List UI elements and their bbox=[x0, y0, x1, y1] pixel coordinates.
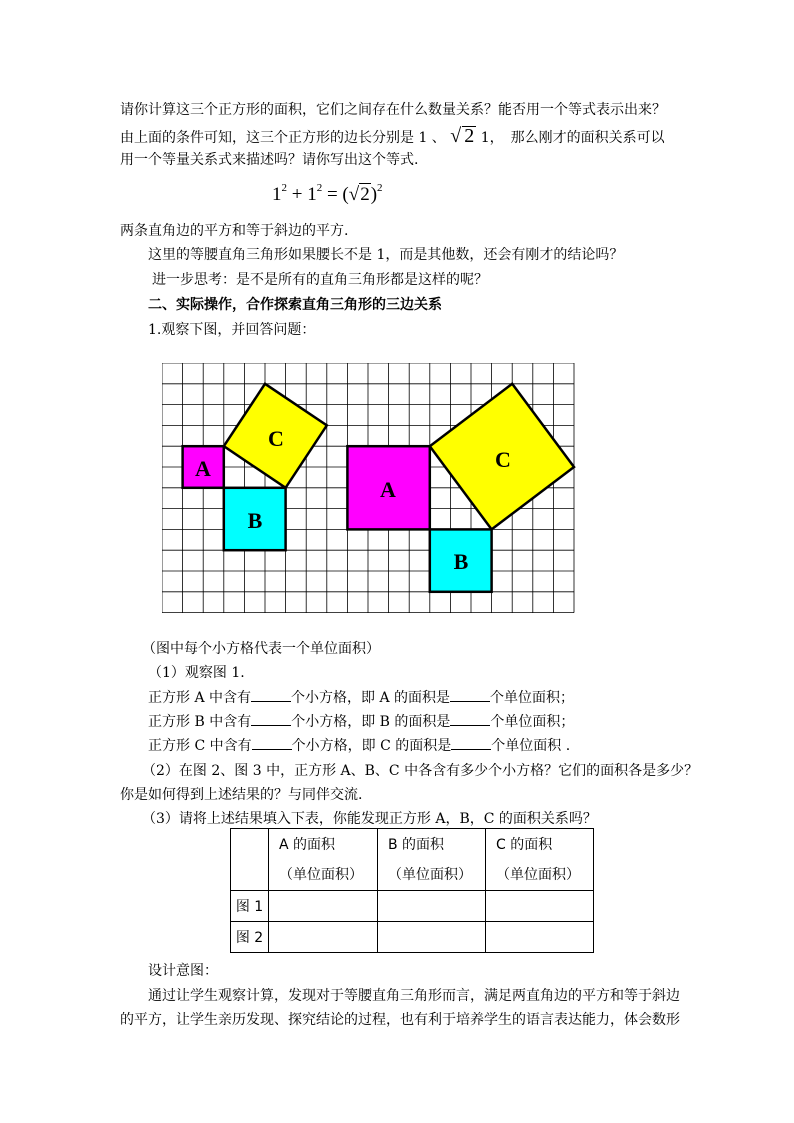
question-2b: 你是如何得到上述结果的？与同伴交流. bbox=[120, 787, 363, 803]
header-a-line1: A 的面积 bbox=[279, 836, 336, 853]
header-c-line2: （单位面积） bbox=[496, 866, 580, 883]
section-heading-2: 二、实际操作，合作探索直角三角形的三边关系 bbox=[148, 297, 442, 313]
square-b-area-blank[interactable] bbox=[450, 713, 490, 726]
table-cell[interactable] bbox=[486, 922, 594, 953]
square-c-area-blank[interactable] bbox=[451, 737, 491, 750]
question-2a: （2）在图 2、图 3 中，正方形 A、B、C 中各含有多少个小方格？它们的面积各是多少？ bbox=[142, 763, 699, 779]
table-header-c bbox=[486, 829, 594, 891]
paragraph-2-post: 1， 那么刚才的面积关系可以 bbox=[480, 130, 665, 146]
square-b-pre: 正方形 B 中含有 bbox=[148, 714, 252, 730]
fig2-label-c: C bbox=[495, 447, 511, 472]
formula-exp-2: 2 bbox=[316, 182, 323, 194]
square-c-mid: 个小方格，即 C 的面积是 bbox=[291, 738, 452, 754]
question-1: 1.观察下图，并回答问题： bbox=[148, 322, 316, 338]
square-a-count-blank[interactable] bbox=[251, 689, 291, 702]
square-a-area-blank[interactable] bbox=[450, 689, 490, 702]
fig2-label-b: B bbox=[453, 549, 469, 574]
table-header-a bbox=[269, 829, 378, 891]
header-a-line2: （单位面积） bbox=[279, 866, 363, 883]
table-cell[interactable] bbox=[378, 922, 486, 953]
formula-exp-1: 2 bbox=[281, 182, 287, 194]
paragraph-3: 用一个等量关系式来描述吗？请你写出这个等式. bbox=[120, 152, 419, 168]
pythagoras-formula: $1^2 + 1^2 = (√2)^2$ bbox=[272, 182, 383, 205]
square-b-count-blank[interactable] bbox=[251, 713, 291, 726]
figure-caption: （图中每个小方格代表一个单位面积） bbox=[142, 641, 380, 657]
observe-1: （1）观察图 1. bbox=[148, 665, 245, 681]
formula-radicand: 2 bbox=[360, 184, 370, 205]
paragraph-4: 两条直角边的平方和等于斜边的平方. bbox=[120, 223, 349, 239]
table-cell[interactable] bbox=[269, 922, 378, 953]
paragraph-6: 进一步思考：是不是所有的直角三角形都是这样的呢？ bbox=[152, 272, 488, 288]
paragraph-2-pre: 由上面的条件可知，这三个正方形的边长分别是 1 、 bbox=[120, 130, 446, 146]
paragraph-2 bbox=[120, 126, 665, 147]
header-b-line1: B 的面积 bbox=[388, 836, 445, 853]
sqrt-two: √ 2 bbox=[450, 125, 475, 147]
square-c-count-blank[interactable] bbox=[252, 737, 292, 750]
design-intent-line-1: 通过让学生观察计算，发现对于等腰直角三角形而言，满足两直角边的平方和等于斜边 bbox=[148, 988, 680, 1004]
header-c-line1: C 的面积 bbox=[496, 836, 553, 853]
fig1-label-a: A bbox=[195, 456, 211, 481]
table-row bbox=[231, 922, 594, 953]
formula-term-2: 1 bbox=[307, 184, 317, 205]
square-b-mid: 个小方格，即 B 的面积是 bbox=[291, 714, 451, 730]
header-b-line2: （单位面积） bbox=[388, 866, 472, 883]
table-row-label: 图 2 bbox=[231, 922, 269, 953]
square-c-question bbox=[148, 737, 570, 755]
grid-figure bbox=[162, 363, 578, 613]
design-intent-heading: 设计意图： bbox=[148, 963, 218, 979]
square-a-pre: 正方形 A 中含有 bbox=[148, 690, 252, 706]
question-3: （3）请将上述结果填入下表，你能发现正方形 A，B，C 的面积关系吗？ bbox=[142, 811, 597, 827]
square-c-post: 个单位面积 . bbox=[491, 738, 571, 754]
table-cell[interactable] bbox=[378, 891, 486, 922]
square-b-post: 个单位面积； bbox=[490, 714, 575, 730]
square-a-post: 个单位面积； bbox=[490, 690, 575, 706]
square-c-pre: 正方形 C 中含有 bbox=[148, 738, 252, 754]
fig1-label-c: C bbox=[268, 426, 284, 451]
square-b-question bbox=[148, 713, 574, 731]
fig2-label-a: A bbox=[380, 477, 396, 502]
formula-plus: + bbox=[287, 184, 308, 205]
formula-exp-3: 2 bbox=[377, 182, 383, 194]
fig1-label-b: B bbox=[247, 508, 263, 533]
table-header-b bbox=[378, 829, 486, 891]
sqrt-radicand: 2 bbox=[464, 125, 475, 147]
table-row-label: 图 1 bbox=[231, 891, 269, 922]
square-a-mid: 个小方格，即 A 的面积是 bbox=[291, 690, 451, 706]
formula-term-1: 1 bbox=[272, 184, 282, 205]
table-header-row bbox=[231, 829, 594, 891]
results-table bbox=[230, 828, 594, 953]
table-corner-cell bbox=[231, 829, 269, 891]
table-cell[interactable] bbox=[269, 891, 378, 922]
formula-equals: = ( bbox=[322, 184, 349, 205]
table-cell[interactable] bbox=[486, 891, 594, 922]
paragraph-5: 这里的等腰直角三角形如果腰长不是 1，而是其他数，还会有刚才的结论吗？ bbox=[148, 247, 624, 263]
paragraph-1: 请你计算这三个正方形的面积，它们之间存在什么数量关系？能否用一个等式表示出来？ bbox=[120, 102, 666, 118]
table-row bbox=[231, 891, 594, 922]
formula-close: ) bbox=[370, 184, 378, 205]
square-a-question bbox=[148, 689, 574, 707]
design-intent-line-2: 的平方，让学生亲历发现、探究结论的过程，也有利于培养学生的语言表达能力，体会数形 bbox=[120, 1012, 680, 1028]
